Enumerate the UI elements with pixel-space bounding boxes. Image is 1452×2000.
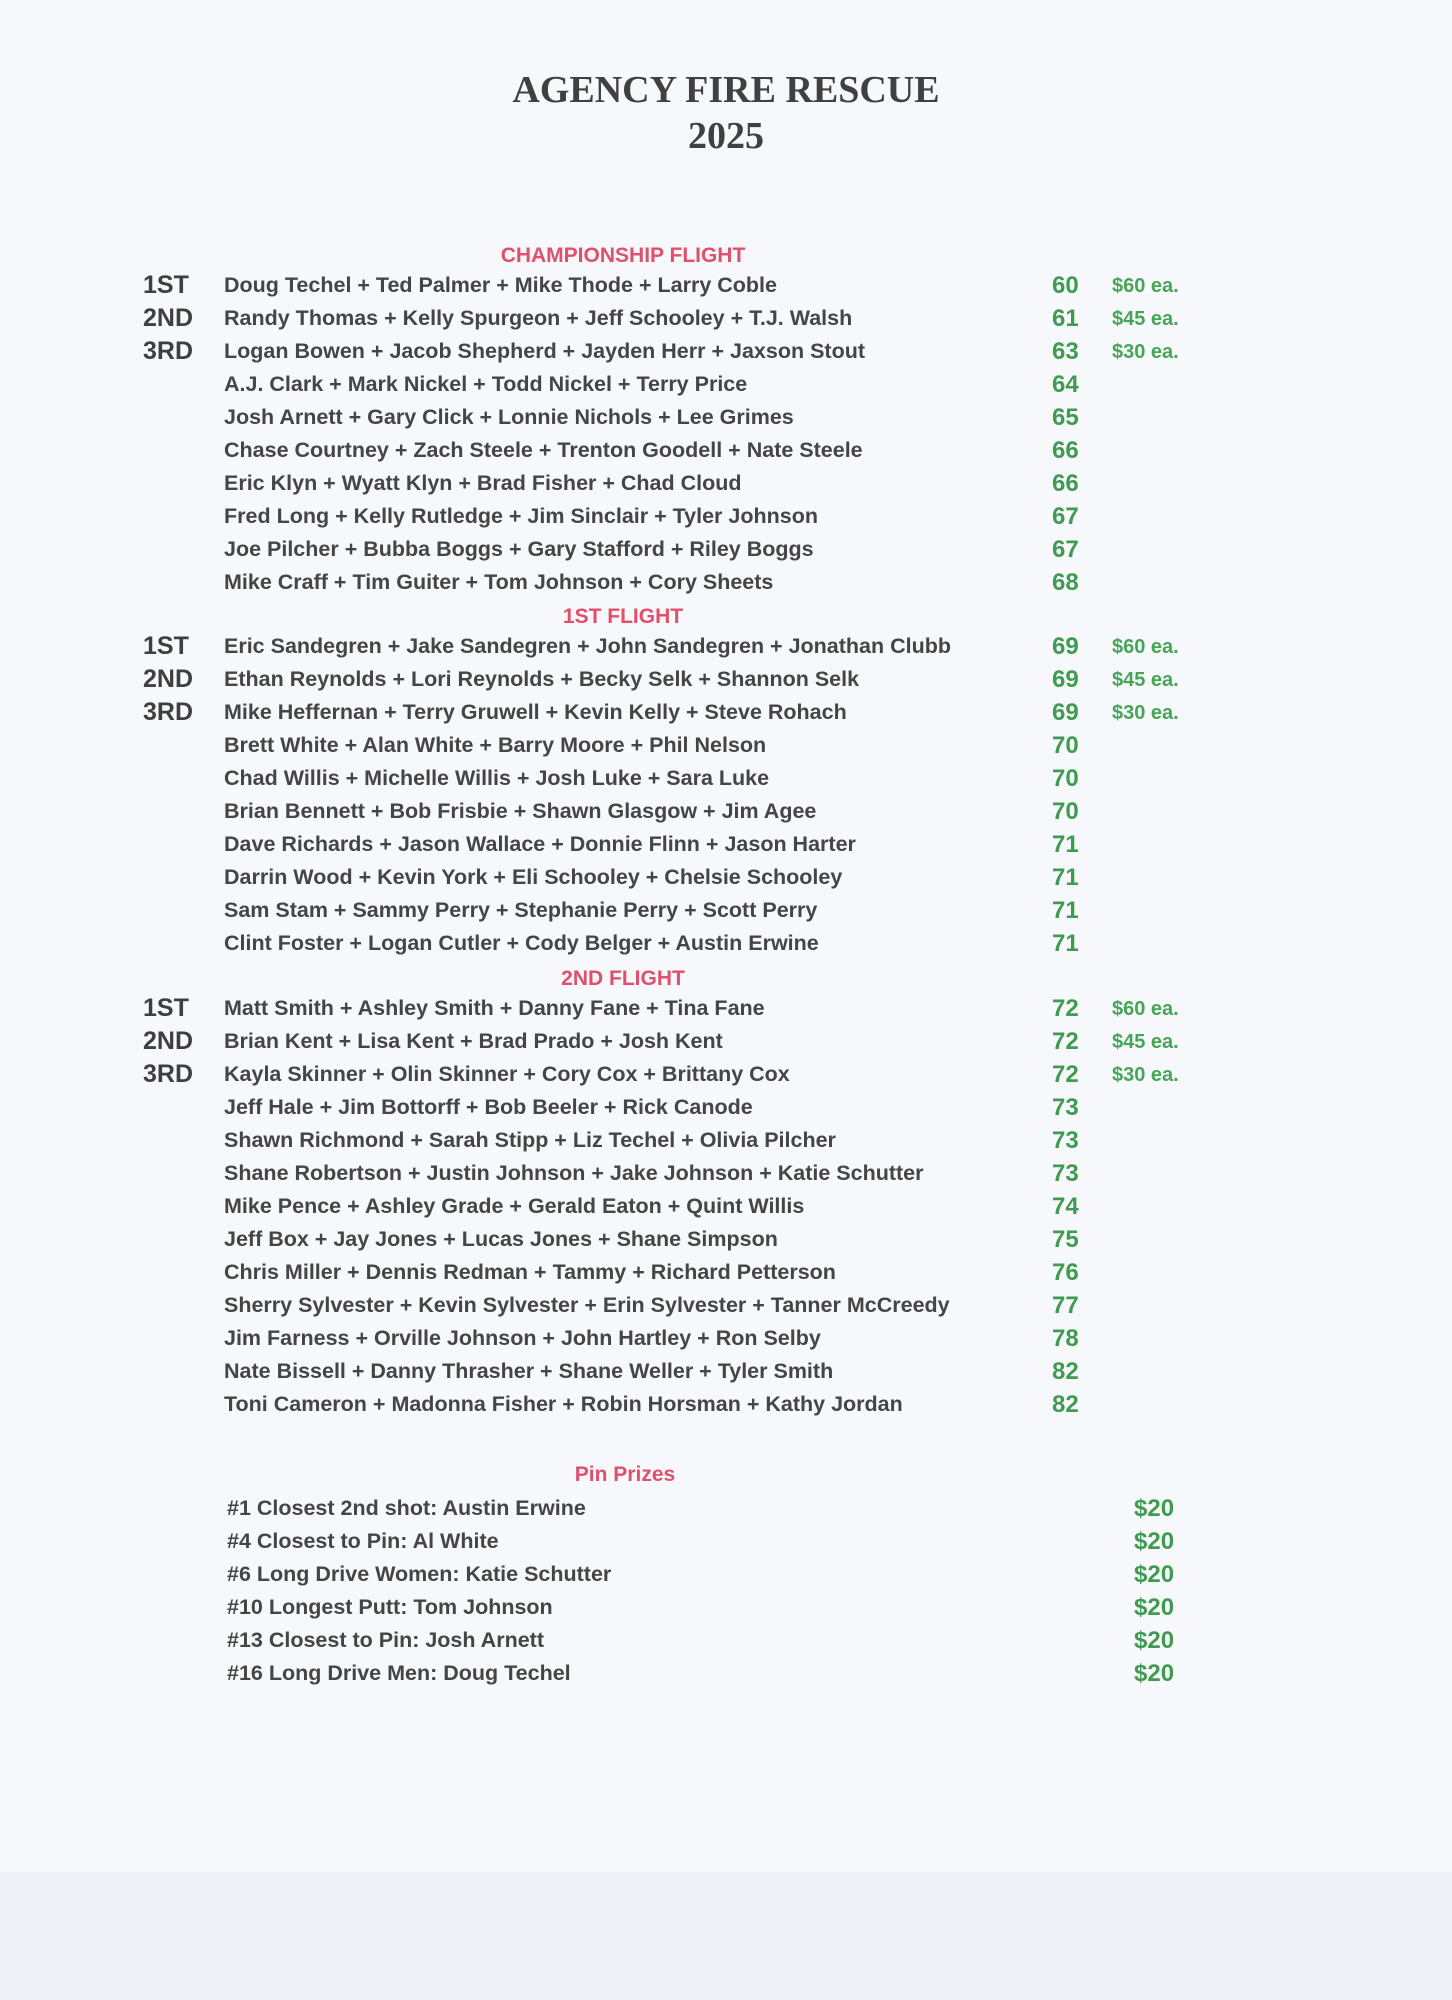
team-score: 67 xyxy=(1052,503,1079,530)
team-score: 71 xyxy=(1052,864,1079,891)
team-names: Shawn Richmond + Sarah Stipp + Liz Techel + Olivia Pilcher xyxy=(224,1128,836,1152)
team-prize: $60 ea. xyxy=(1112,275,1179,297)
page-year: 2025 xyxy=(688,115,764,157)
team-row xyxy=(0,696,1452,729)
team-row xyxy=(0,533,1452,566)
team-prize: $45 ea. xyxy=(1112,308,1179,330)
team-names: Doug Techel + Ted Palmer + Mike Thode + Larry Coble xyxy=(224,273,777,297)
team-place: 1ST xyxy=(143,994,189,1022)
team-row xyxy=(0,1058,1452,1091)
team-names: Dave Richards + Jason Wallace + Donnie Flinn + Jason Harter xyxy=(224,832,856,856)
team-names: Eric Sandegren + Jake Sandegren + John Sandegren + Jonathan Clubb xyxy=(224,634,952,658)
team-prize: $30 ea. xyxy=(1112,702,1179,724)
team-row xyxy=(0,335,1452,368)
team-score: 72 xyxy=(1052,1028,1079,1055)
team-prize: $60 ea. xyxy=(1112,636,1179,658)
team-names: Sherry Sylvester + Kevin Sylvester + Erin Sylvester + Tanner McCreedy xyxy=(224,1293,950,1317)
scan-margin xyxy=(0,1872,1452,2000)
team-score: 67 xyxy=(1052,536,1079,563)
team-names: Mike Pence + Ashley Grade + Gerald Eaton + Quint Willis xyxy=(224,1194,805,1218)
team-names: Brett White + Alan White + Barry Moore + Phil Nelson xyxy=(224,733,767,757)
team-row xyxy=(0,1223,1452,1256)
team-score: 66 xyxy=(1052,437,1079,464)
team-row xyxy=(0,1388,1452,1421)
team-score: 71 xyxy=(1052,930,1079,957)
team-names: Darrin Wood + Kevin York + Eli Schooley + Chelsie Schooley xyxy=(224,865,843,889)
team-score: 74 xyxy=(1052,1193,1079,1220)
team-score: 82 xyxy=(1052,1391,1079,1418)
team-names: Eric Klyn + Wyatt Klyn + Brad Fisher + Chad Cloud xyxy=(224,471,742,495)
flight-heading: CHAMPIONSHIP FLIGHT xyxy=(500,244,746,267)
team-row xyxy=(0,828,1452,861)
team-score: 66 xyxy=(1052,470,1079,497)
pin-prize-amount: $20 xyxy=(1134,1594,1175,1621)
team-names: Toni Cameron + Madonna Fisher + Robin Horsman + Kathy Jordan xyxy=(224,1392,903,1416)
pin-prize-text: #6 Long Drive Women: Katie Schutter xyxy=(227,1562,612,1586)
pin-prize-text: #4 Closest to Pin: Al White xyxy=(227,1529,499,1553)
team-row xyxy=(0,729,1452,762)
team-row xyxy=(0,566,1452,599)
team-score: 72 xyxy=(1052,995,1079,1022)
team-names: Sam Stam + Sammy Perry + Stephanie Perry + Scott Perry xyxy=(224,898,818,922)
pin-prize-amount: $20 xyxy=(1134,1528,1175,1555)
pin-prize-text: #1 Closest 2nd shot: Austin Erwine xyxy=(227,1496,586,1520)
team-place: 2ND xyxy=(143,1027,194,1055)
team-score: 73 xyxy=(1052,1160,1079,1187)
team-row xyxy=(0,992,1452,1025)
team-score: 60 xyxy=(1052,272,1079,299)
team-row xyxy=(0,1289,1452,1322)
pin-prize-amount: $20 xyxy=(1134,1627,1175,1654)
team-prize: $30 ea. xyxy=(1112,341,1179,363)
team-place: 3RD xyxy=(143,698,194,726)
team-row xyxy=(0,467,1452,500)
team-score: 82 xyxy=(1052,1358,1079,1385)
team-names: Ethan Reynolds + Lori Reynolds + Becky Selk + Shannon Selk xyxy=(224,667,860,691)
team-names: Josh Arnett + Gary Click + Lonnie Nichols + Lee Grimes xyxy=(224,405,794,429)
pin-prize-row xyxy=(0,1492,1452,1525)
team-names: Jim Farness + Orville Johnson + John Hartley + Ron Selby xyxy=(224,1326,821,1350)
team-names: Joe Pilcher + Bubba Boggs + Gary Stafford + Riley Boggs xyxy=(224,537,814,561)
team-prize: $60 ea. xyxy=(1112,998,1179,1020)
team-score: 64 xyxy=(1052,371,1079,398)
team-score: 69 xyxy=(1052,666,1079,693)
team-place: 1ST xyxy=(143,271,189,299)
pin-prize-row xyxy=(0,1624,1452,1657)
team-score: 71 xyxy=(1052,897,1079,924)
team-row xyxy=(0,302,1452,335)
page-title: AGENCY FIRE RESCUE xyxy=(512,69,940,111)
team-place: 1ST xyxy=(143,632,189,660)
pin-prize-row xyxy=(0,1591,1452,1624)
team-place: 3RD xyxy=(143,1060,194,1088)
team-names: Chase Courtney + Zach Steele + Trenton Goodell + Nate Steele xyxy=(224,438,863,462)
team-row xyxy=(0,630,1452,663)
team-row xyxy=(0,663,1452,696)
team-names: Nate Bissell + Danny Thrasher + Shane Weller + Tyler Smith xyxy=(224,1359,834,1383)
team-row xyxy=(0,1322,1452,1355)
team-names: Mike Craff + Tim Guiter + Tom Johnson + Cory Sheets xyxy=(224,570,774,594)
team-score: 63 xyxy=(1052,338,1079,365)
team-score: 71 xyxy=(1052,831,1079,858)
team-score: 75 xyxy=(1052,1226,1079,1253)
team-score: 70 xyxy=(1052,765,1079,792)
team-score: 69 xyxy=(1052,633,1079,660)
team-row xyxy=(0,1157,1452,1190)
team-score: 78 xyxy=(1052,1325,1079,1352)
team-score: 61 xyxy=(1052,305,1079,332)
team-names: Jeff Hale + Jim Bottorff + Bob Beeler + Rick Canode xyxy=(224,1095,753,1119)
team-row xyxy=(0,1256,1452,1289)
team-place: 3RD xyxy=(143,337,194,365)
team-row xyxy=(0,269,1452,302)
pin-prize-amount: $20 xyxy=(1134,1660,1175,1687)
team-score: 77 xyxy=(1052,1292,1079,1319)
team-names: Randy Thomas + Kelly Spurgeon + Jeff Schooley + T.J. Walsh xyxy=(224,306,853,330)
team-row xyxy=(0,401,1452,434)
team-names: Jeff Box + Jay Jones + Lucas Jones + Shane Simpson xyxy=(224,1227,778,1251)
team-score: 73 xyxy=(1052,1127,1079,1154)
team-score: 70 xyxy=(1052,732,1079,759)
team-prize: $45 ea. xyxy=(1112,669,1179,691)
team-row xyxy=(0,927,1452,960)
team-row xyxy=(0,861,1452,894)
team-names: Clint Foster + Logan Cutler + Cody Belger + Austin Erwine xyxy=(224,931,819,955)
team-row xyxy=(0,1355,1452,1388)
team-row xyxy=(0,500,1452,533)
team-score: 65 xyxy=(1052,404,1079,431)
team-row xyxy=(0,894,1452,927)
pin-prize-row xyxy=(0,1558,1452,1591)
team-score: 70 xyxy=(1052,798,1079,825)
team-score: 69 xyxy=(1052,699,1079,726)
pin-prize-row xyxy=(0,1657,1452,1690)
pin-prize-row xyxy=(0,1525,1452,1558)
team-row xyxy=(0,1025,1452,1058)
pin-prize-text: #16 Long Drive Men: Doug Techel xyxy=(227,1661,571,1685)
team-row xyxy=(0,795,1452,828)
team-names: Brian Kent + Lisa Kent + Brad Prado + Josh Kent xyxy=(224,1029,723,1053)
team-names: Kayla Skinner + Olin Skinner + Cory Cox + Brittany Cox xyxy=(224,1062,790,1086)
team-score: 76 xyxy=(1052,1259,1079,1286)
team-names: Chris Miller + Dennis Redman + Tammy + Richard Petterson xyxy=(224,1260,836,1284)
team-row xyxy=(0,434,1452,467)
pin-prize-amount: $20 xyxy=(1134,1495,1175,1522)
team-place: 2ND xyxy=(143,304,194,332)
pin-prize-text: #13 Closest to Pin: Josh Arnett xyxy=(227,1628,544,1652)
flight-heading: 1ST FLIGHT xyxy=(562,605,684,628)
team-names: A.J. Clark + Mark Nickel + Todd Nickel + Terry Price xyxy=(224,372,748,396)
team-names: Fred Long + Kelly Rutledge + Jim Sinclair + Tyler Johnson xyxy=(224,504,818,528)
pin-prize-text: #10 Longest Putt: Tom Johnson xyxy=(227,1595,553,1619)
team-row xyxy=(0,368,1452,401)
team-place: 2ND xyxy=(143,665,194,693)
team-score: 72 xyxy=(1052,1061,1079,1088)
pin-prize-amount: $20 xyxy=(1134,1561,1175,1588)
team-score: 68 xyxy=(1052,569,1079,596)
team-names: Shane Robertson + Justin Johnson + Jake Johnson + Katie Schutter xyxy=(224,1161,924,1185)
flight-heading: 2ND FLIGHT xyxy=(561,967,685,990)
team-row xyxy=(0,1091,1452,1124)
team-prize: $30 ea. xyxy=(1112,1064,1179,1086)
team-score: 73 xyxy=(1052,1094,1079,1121)
team-names: Matt Smith + Ashley Smith + Danny Fane + Tina Fane xyxy=(224,996,765,1020)
team-row xyxy=(0,1124,1452,1157)
team-prize: $45 ea. xyxy=(1112,1031,1179,1053)
team-names: Logan Bowen + Jacob Shepherd + Jayden Herr + Jaxson Stout xyxy=(224,339,865,363)
pin-prizes-heading: Pin Prizes xyxy=(574,1463,676,1486)
team-row xyxy=(0,1190,1452,1223)
team-names: Brian Bennett + Bob Frisbie + Shawn Glasgow + Jim Agee xyxy=(224,799,817,823)
team-names: Chad Willis + Michelle Willis + Josh Luke + Sara Luke xyxy=(224,766,770,790)
team-row xyxy=(0,762,1452,795)
team-names: Mike Heffernan + Terry Gruwell + Kevin Kelly + Steve Rohach xyxy=(224,700,847,724)
